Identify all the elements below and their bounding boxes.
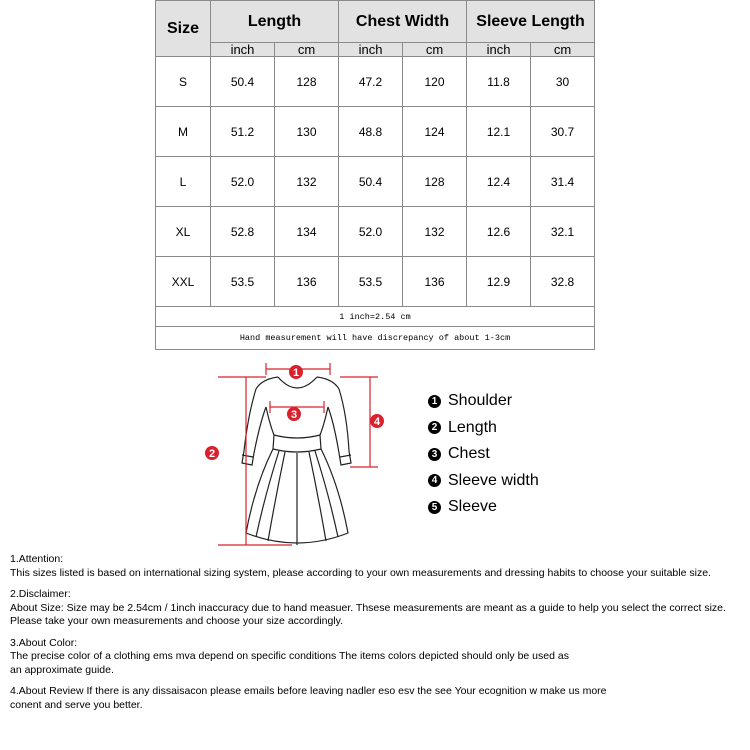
header-chest-width: Chest Width: [339, 1, 467, 43]
cell-sleeve-cm: 30: [531, 57, 595, 107]
table-row: [156, 107, 595, 157]
legend-item-chest: [428, 441, 668, 468]
measurement-legend: [428, 388, 668, 521]
cell-sleeve-inch: 12.6: [467, 207, 531, 257]
cell-length-cm: 130: [275, 107, 339, 157]
legend-label: Chest: [448, 445, 490, 463]
cell-sleeve-inch: 12.9: [467, 257, 531, 307]
header-length: Length: [211, 1, 339, 43]
cell-length-cm: 132: [275, 157, 339, 207]
cell-length-inch: 52.8: [211, 207, 275, 257]
unit-length-inch: inch: [211, 43, 275, 57]
cell-length-inch: 50.4: [211, 57, 275, 107]
svg-text:3: 3: [290, 409, 298, 421]
legend-number-1: 1: [428, 395, 441, 408]
cell-sleeve-inch: 11.8: [467, 57, 531, 107]
cell-chest-cm: 128: [403, 157, 467, 207]
legend-item-shoulder: [428, 388, 668, 415]
diagram-marker-3: [287, 407, 301, 421]
cell-chest-inch: 48.8: [339, 107, 403, 157]
cell-size: L: [156, 157, 211, 207]
disclaimer-title: 2.Disclaimer:: [10, 588, 71, 600]
header-sleeve-length: Sleeve Length: [467, 1, 595, 43]
diagram-marker-1: [289, 365, 303, 379]
color-text: an approximate guide.: [10, 663, 114, 676]
review-text: conent and serve you better.: [10, 698, 143, 711]
diagram-marker-2: [205, 446, 219, 460]
cell-length-cm: 128: [275, 57, 339, 107]
cell-chest-inch: 47.2: [339, 57, 403, 107]
disclaimer-text: About Size: Size may be 2.54cm / 1inch inaccuracy due to hand measuer. Thsese measurements are meant as a guide to help you select the correct size.: [10, 601, 726, 614]
size-chart-table: [155, 0, 595, 350]
cell-size: XL: [156, 207, 211, 257]
attention-text: This sizes listed is based on international sizing system, please according to your own measurements and dressing habits to choose your suitable size.: [10, 566, 711, 579]
cell-chest-inch: 52.0: [339, 207, 403, 257]
cell-sleeve-cm: 30.7: [531, 107, 595, 157]
table-row: [156, 157, 595, 207]
size-notes: [10, 553, 750, 712]
cell-length-inch: 52.0: [211, 157, 275, 207]
table-row: [156, 207, 595, 257]
svg-text:4: 4: [373, 416, 381, 428]
svg-text:1: 1: [292, 367, 300, 379]
unit-sleeve-cm: cm: [531, 43, 595, 57]
review-text: 4.About Review If there is any dissaisacon please emails before leaving nadler eso esv the see Your ecognition w make us more: [10, 685, 607, 697]
legend-item-sleeve: [428, 494, 668, 521]
cell-chest-inch: 50.4: [339, 157, 403, 207]
cell-sleeve-inch: 12.4: [467, 157, 531, 207]
cell-sleeve-inch: 12.1: [467, 107, 531, 157]
cell-length-inch: 53.5: [211, 257, 275, 307]
dress-outline: [242, 377, 351, 545]
cell-length-cm: 136: [275, 257, 339, 307]
unit-chest-inch: inch: [339, 43, 403, 57]
cell-sleeve-cm: 32.1: [531, 207, 595, 257]
legend-number-2: 2: [428, 421, 441, 434]
cell-chest-cm: 132: [403, 207, 467, 257]
disclaimer-text: Please take your own measurements and choose your size accordingly.: [10, 615, 344, 627]
color-title: 3.About Color:: [10, 636, 78, 649]
conversion-note: 1 inch=2.54 cm: [156, 307, 595, 327]
color-text: The precise color of a clothing ems mva depend on specific conditions The items colors depicted should only be used as: [10, 650, 569, 662]
legend-label: Sleeve: [448, 498, 497, 516]
legend-number-5: 5: [428, 501, 441, 514]
dress-measurement-diagram: [200, 355, 400, 550]
legend-item-length: [428, 415, 668, 442]
cell-sleeve-cm: 31.4: [531, 157, 595, 207]
measurement-lines: [218, 363, 378, 545]
cell-sleeve-cm: 32.8: [531, 257, 595, 307]
unit-chest-cm: cm: [403, 43, 467, 57]
cell-chest-inch: 53.5: [339, 257, 403, 307]
cell-chest-cm: 120: [403, 57, 467, 107]
svg-text:2: 2: [208, 448, 216, 460]
unit-length-cm: cm: [275, 43, 339, 57]
header-size: Size: [156, 1, 211, 57]
cell-length-inch: 51.2: [211, 107, 275, 157]
cell-size: XXL: [156, 257, 211, 307]
legend-number-3: 3: [428, 448, 441, 461]
cell-length-cm: 134: [275, 207, 339, 257]
legend-label: Sleeve width: [448, 471, 539, 489]
table-row: [156, 257, 595, 307]
legend-label: Shoulder: [448, 392, 513, 410]
measurement-note: Hand measurement will have discrepancy of about 1-3cm: [156, 327, 595, 350]
cell-size: M: [156, 107, 211, 157]
table-row: [156, 57, 595, 107]
attention-title: 1.Attention:: [10, 553, 64, 565]
unit-sleeve-inch: inch: [467, 43, 531, 57]
cell-chest-cm: 136: [403, 257, 467, 307]
cell-chest-cm: 124: [403, 107, 467, 157]
legend-label: Length: [448, 418, 497, 436]
diagram-marker-4: [370, 414, 384, 428]
legend-item-sleeve-width: [428, 468, 668, 495]
cell-size: S: [156, 57, 211, 107]
legend-number-4: 4: [428, 474, 441, 487]
